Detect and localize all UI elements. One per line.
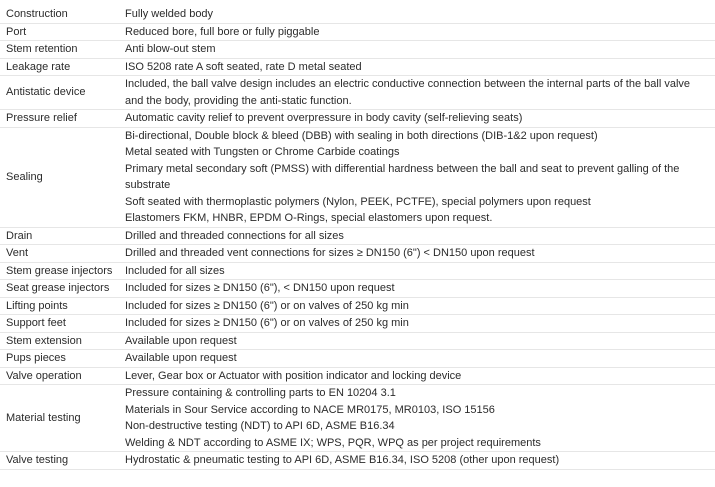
- spec-value-line: Metal seated with Tungsten or Chrome Carbide coatings: [125, 146, 400, 158]
- spec-value-line: Primary metal secondary soft (PMSS) with differential hardness between the ball and seat to prevent galling of the substrate: [125, 162, 680, 191]
- spec-value-line: Included for sizes ≥ DN150 (6") or on valves of 250 kg min: [125, 299, 409, 312]
- spec-row: [0, 245, 715, 263]
- spec-value: [121, 6, 715, 23]
- spec-label: Leakage rate: [0, 58, 121, 76]
- spec-value-line: Drilled and threaded vent connections for sizes ≥ DN150 (6") < DN150 upon request: [125, 247, 535, 259]
- spec-row: [0, 41, 715, 59]
- spec-value: [121, 41, 715, 59]
- spec-value-line: Available upon request: [125, 352, 237, 364]
- spec-value: [121, 262, 715, 280]
- spec-label: Valve testing: [0, 452, 121, 470]
- spec-row: [0, 262, 715, 280]
- spec-value-line: Anti blow-out stem: [125, 43, 216, 55]
- spec-value: [121, 350, 715, 368]
- spec-label: Valve operation: [0, 367, 121, 385]
- spec-value: [121, 76, 715, 110]
- spec-row: [0, 297, 715, 315]
- spec-label: Stem extension: [0, 332, 121, 350]
- spec-value-line: Drilled and threaded connections for all sizes: [125, 229, 344, 242]
- spec-label: Seat grease injectors: [0, 280, 121, 298]
- spec-value-line: Elastomers FKM, HNBR, EPDM O-Rings, special elastomers upon request.: [125, 212, 493, 224]
- spec-value-line: Welding & NDT according to ASME IX; WPS, PQR, WPQ as per project requirements: [125, 436, 541, 449]
- spec-value: [121, 452, 715, 470]
- spec-value: [121, 227, 715, 245]
- spec-row: [0, 227, 715, 245]
- spec-row: [0, 315, 715, 333]
- spec-row: [0, 280, 715, 298]
- spec-value: [121, 110, 715, 128]
- spec-row: [0, 76, 715, 110]
- spec-row: [0, 58, 715, 76]
- spec-label: Sealing: [0, 127, 121, 227]
- spec-value: [121, 367, 715, 385]
- spec-value-line: Hydrostatic & pneumatic testing to API 6D, ASME B16.34, ISO 5208 (other upon request): [125, 454, 560, 466]
- spec-row: [0, 23, 715, 41]
- spec-value-line: Fully welded body: [125, 8, 214, 20]
- spec-value: [121, 297, 715, 315]
- spec-value-line: Included, the ball valve design includes an electric conductive connection between the internal parts of the ball valve and the body, providing the anti-static function.: [125, 78, 691, 107]
- spec-row: [0, 350, 715, 368]
- spec-value: [121, 332, 715, 350]
- spec-value: [121, 280, 715, 298]
- spec-row: [0, 367, 715, 385]
- specification-table: [0, 6, 715, 470]
- specification-table-body: [0, 6, 715, 469]
- spec-value-line: Lever, Gear box or Actuator with position indicator and locking device: [125, 369, 462, 382]
- spec-label: Vent: [0, 245, 121, 263]
- spec-row: [0, 110, 715, 128]
- spec-value-line: ISO 5208 rate A soft seated, rate D metal seated: [125, 60, 362, 73]
- spec-label: Stem retention: [0, 41, 121, 59]
- spec-label: Pups pieces: [0, 350, 121, 368]
- spec-value: [121, 315, 715, 333]
- spec-row: [0, 127, 715, 227]
- spec-value-line: Materials in Sour Service according to NACE MR0175, MR0103, ISO 15156: [125, 403, 495, 416]
- spec-row: [0, 385, 715, 452]
- spec-value: [121, 58, 715, 76]
- spec-row: [0, 452, 715, 470]
- spec-value: [121, 127, 715, 227]
- spec-label: Antistatic device: [0, 76, 121, 110]
- spec-value: [121, 23, 715, 41]
- spec-row: [0, 332, 715, 350]
- spec-value: [121, 385, 715, 452]
- spec-label: Lifting points: [0, 297, 121, 315]
- spec-value-line: Included for sizes ≥ DN150 (6"), < DN150 upon request: [125, 282, 395, 294]
- spec-value-line: Available upon request: [125, 334, 237, 347]
- spec-value-line: Included for all sizes: [125, 264, 225, 277]
- spec-value-line: Pressure containing & controlling parts to EN 10204 3.1: [125, 387, 396, 399]
- spec-value-line: Included for sizes ≥ DN150 (6") or on valves of 250 kg min: [125, 317, 409, 329]
- spec-label: Support feet: [0, 315, 121, 333]
- spec-label: Construction: [0, 6, 121, 23]
- spec-value-line: Non-destructive testing (NDT) to API 6D, ASME B16.34: [125, 420, 395, 432]
- spec-label: Stem grease injectors: [0, 262, 121, 280]
- spec-row: [0, 6, 715, 23]
- spec-label: Drain: [0, 227, 121, 245]
- spec-label: Pressure relief: [0, 110, 121, 128]
- spec-value-line: Automatic cavity relief to prevent overpressure in body cavity (self-relieving seats): [125, 112, 523, 124]
- spec-label: Port: [0, 23, 121, 41]
- spec-value-line: Bi-directional, Double block & bleed (DBB) with sealing in both directions (DIB-1&2 upon request): [125, 129, 598, 142]
- spec-value-line: Soft seated with thermoplastic polymers (Nylon, PEEK, PCTFE), special polymers upon request: [125, 195, 591, 208]
- spec-value: [121, 245, 715, 263]
- spec-value-line: Reduced bore, full bore or fully piggable: [125, 25, 320, 38]
- spec-label: Material testing: [0, 385, 121, 452]
